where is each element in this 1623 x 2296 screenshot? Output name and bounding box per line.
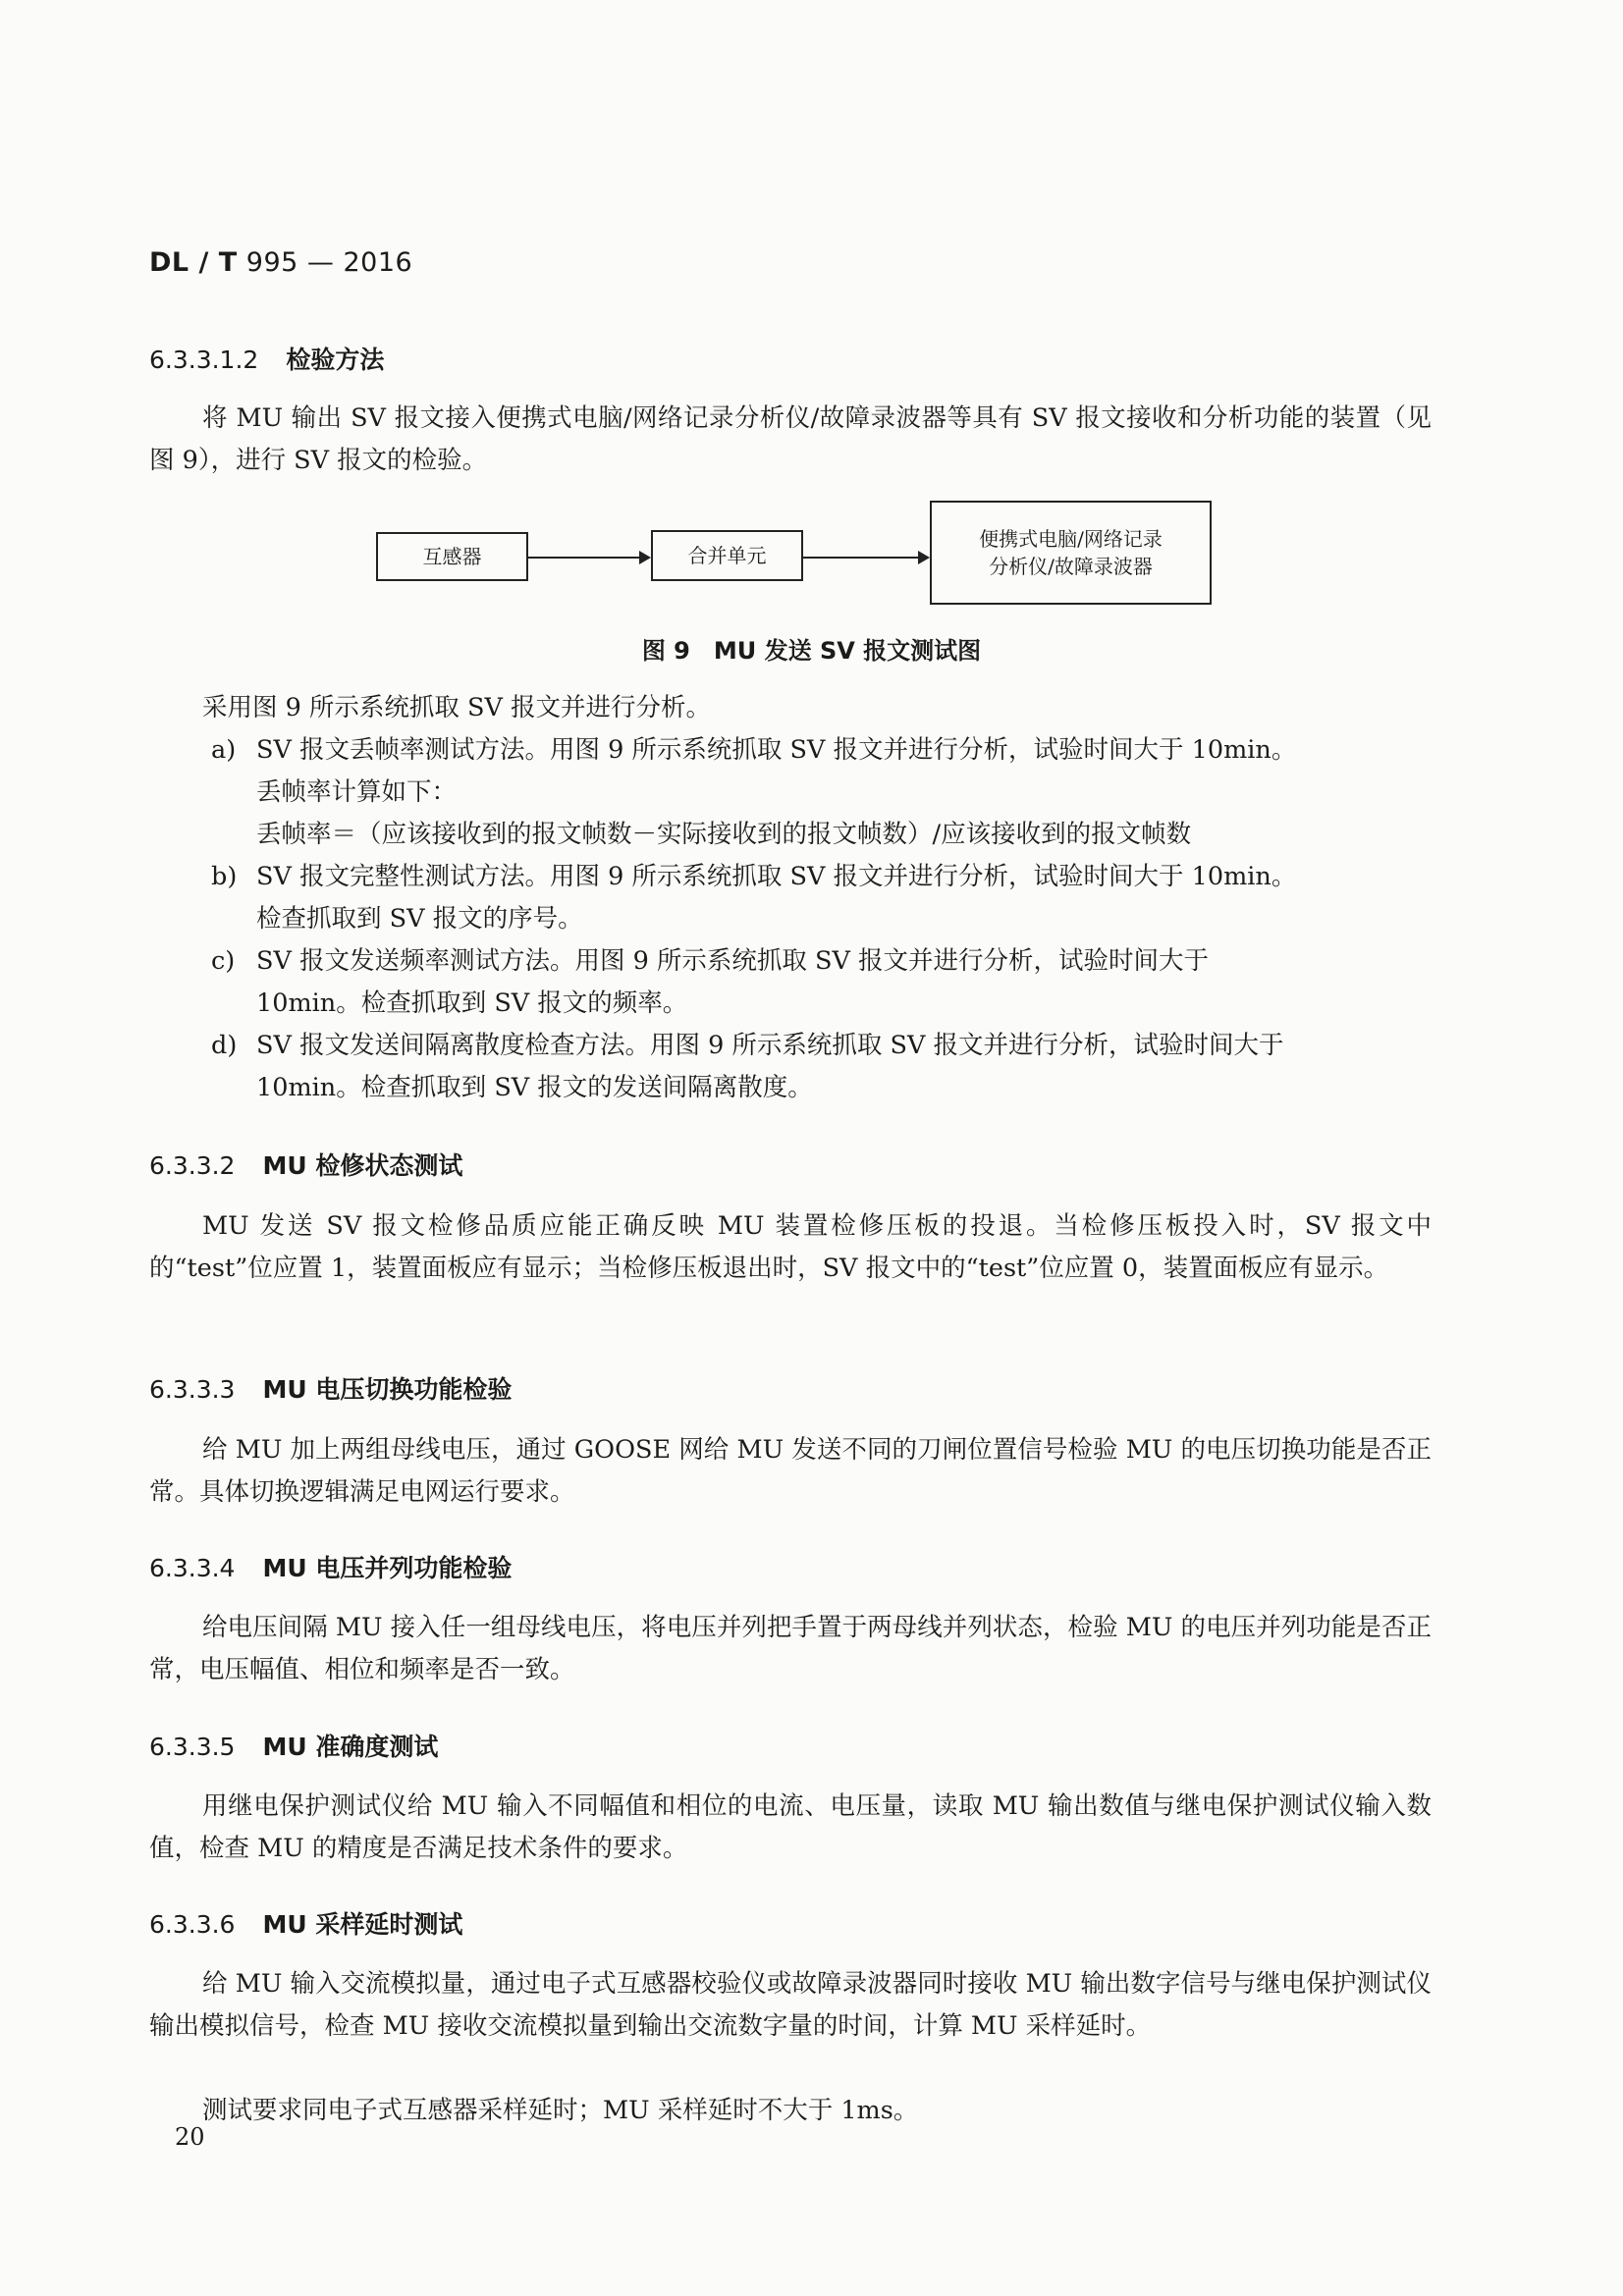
item-line: 10min。检查抓取到 SV 报文的频率。 xyxy=(256,988,688,1018)
section-title: 检验方法 xyxy=(286,346,385,374)
item-line: SV 报文丢帧率测试方法。用图 9 所示系统抓取 SV 报文并进行分析，试验时间大于 10min。 xyxy=(256,735,1297,765)
analyzer-line-2: 分析仪/故障录波器 xyxy=(989,555,1153,578)
list-item-a xyxy=(211,729,1434,856)
item-label: c) xyxy=(211,946,236,976)
list-item-b xyxy=(211,856,1434,940)
section-number: 6.3.3.6 xyxy=(149,1910,236,1939)
item-label: a) xyxy=(211,735,237,765)
section-heading-6-3-3-1-2 xyxy=(149,341,384,376)
item-label: b) xyxy=(211,862,238,891)
figure-9-diagram xyxy=(373,501,1217,609)
transformer-box: 互感器 xyxy=(376,532,528,581)
section-number: 6.3.3.5 xyxy=(149,1733,236,1761)
section-2-paragraph: MU 发送 SV 报文检修品质应能正确反映 MU 装置检修压板的投退。当检修压板投入时，SV 报文中的“test”位应置 1，装置面板应有显示；当检修压板退出时，SV 报文中的“test”位应置 0，装置面板应有显示。 xyxy=(149,1211,1432,1283)
section-number: 6.3.3.3 xyxy=(149,1375,236,1404)
analyzer-box xyxy=(930,501,1212,605)
section-5-paragraph: 用继电保护测试仪给 MU 输入不同幅值和相位的电流、电压量，读取 MU 输出数值与继电保护测试仪输入数值，检查 MU 的精度是否满足技术条件的要求。 xyxy=(149,1791,1432,1863)
item-line: SV 报文发送频率测试方法。用图 9 所示系统抓取 SV 报文并进行分析，试验时间大于 xyxy=(256,946,1210,976)
item-line: SV 报文完整性测试方法。用图 9 所示系统抓取 SV 报文并进行分析，试验时间大于 10min。 xyxy=(256,862,1297,891)
section-4-paragraph: 给电压间隔 MU 接入任一组母线电压，将电压并列把手置于两母线并列状态，检验 MU 的电压并列功能是否正常，电压幅值、相位和频率是否一致。 xyxy=(149,1613,1432,1684)
section-heading-6-3-3-4 xyxy=(149,1549,512,1584)
item-line: 10min。检查抓取到 SV 报文的发送间隔离散度。 xyxy=(256,1073,813,1102)
standard-prefix: DL / T xyxy=(149,247,238,278)
section-title: MU 采样延时测试 xyxy=(262,1910,463,1939)
section-3-paragraph: 给 MU 加上两组母线电压，通过 GOOSE 网给 MU 发送不同的刀闸位置信号检验 MU 的电压切换功能是否正常。具体切换逻辑满足电网运行要求。 xyxy=(149,1435,1432,1507)
intro-paragraph: 将 MU 输出 SV 报文接入便携式电脑/网络记录分析仪/故障录波器等具有 SV 报文接收和分析功能的装置（见图 9），进行 SV 报文的检验。 xyxy=(149,403,1432,475)
item-line: 丢帧率＝（应该接收到的报文帧数－实际接收到的报文帧数）/应该接收到的报文帧数 xyxy=(256,820,1192,849)
merging-unit-box: 合并单元 xyxy=(651,530,803,581)
section-title: MU 电压并列功能检验 xyxy=(262,1554,513,1582)
section-heading-6-3-3-2 xyxy=(149,1147,462,1182)
item-line: 丢帧率计算如下： xyxy=(256,777,458,807)
analyzer-line-1: 便携式电脑/网络记录 xyxy=(979,527,1163,551)
item-line: SV 报文发送间隔离散度检查方法。用图 9 所示系统抓取 SV 报文并进行分析，试验时间大于 xyxy=(256,1031,1284,1060)
list-item-c xyxy=(211,940,1434,1025)
section-number: 6.3.3.1.2 xyxy=(149,346,259,374)
figure-caption: 图 9 MU 发送 SV 报文测试图 xyxy=(641,637,982,665)
section-heading-6-3-3-3 xyxy=(149,1370,512,1406)
section-title: MU 检修状态测试 xyxy=(262,1151,463,1180)
section-title: MU 电压切换功能检验 xyxy=(262,1375,513,1404)
standard-header xyxy=(149,247,412,278)
standard-number: 995 — 2016 xyxy=(245,247,413,278)
section-heading-6-3-3-6 xyxy=(149,1905,462,1941)
section-6-paragraph: 给 MU 输入交流模拟量，通过电子式互感器校验仪或故障录波器同时接收 MU 输出数字信号与继电保护测试仪输出模拟信号，检查 MU 接收交流模拟量到输出交流数字量的时间，计算 MU 采样延时。 xyxy=(149,1969,1432,2041)
section-6-requirement: 测试要求同电子式互感器采样延时；MU 采样延时不大于 1ms。 xyxy=(202,2096,919,2125)
section-heading-6-3-3-5 xyxy=(149,1728,438,1763)
item-label: d) xyxy=(211,1031,238,1060)
list-item-d xyxy=(211,1025,1434,1109)
section-title: MU 准确度测试 xyxy=(262,1733,439,1761)
item-line: 检查抓取到 SV 报文的序号。 xyxy=(256,904,583,934)
arrow-2 xyxy=(803,557,928,559)
arrow-1 xyxy=(528,557,649,559)
after-figure-text: 采用图 9 所示系统抓取 SV 报文并进行分析。 xyxy=(202,693,712,722)
page-number: 20 xyxy=(175,2123,205,2151)
section-number: 6.3.3.2 xyxy=(149,1151,236,1180)
section-number: 6.3.3.4 xyxy=(149,1554,236,1582)
